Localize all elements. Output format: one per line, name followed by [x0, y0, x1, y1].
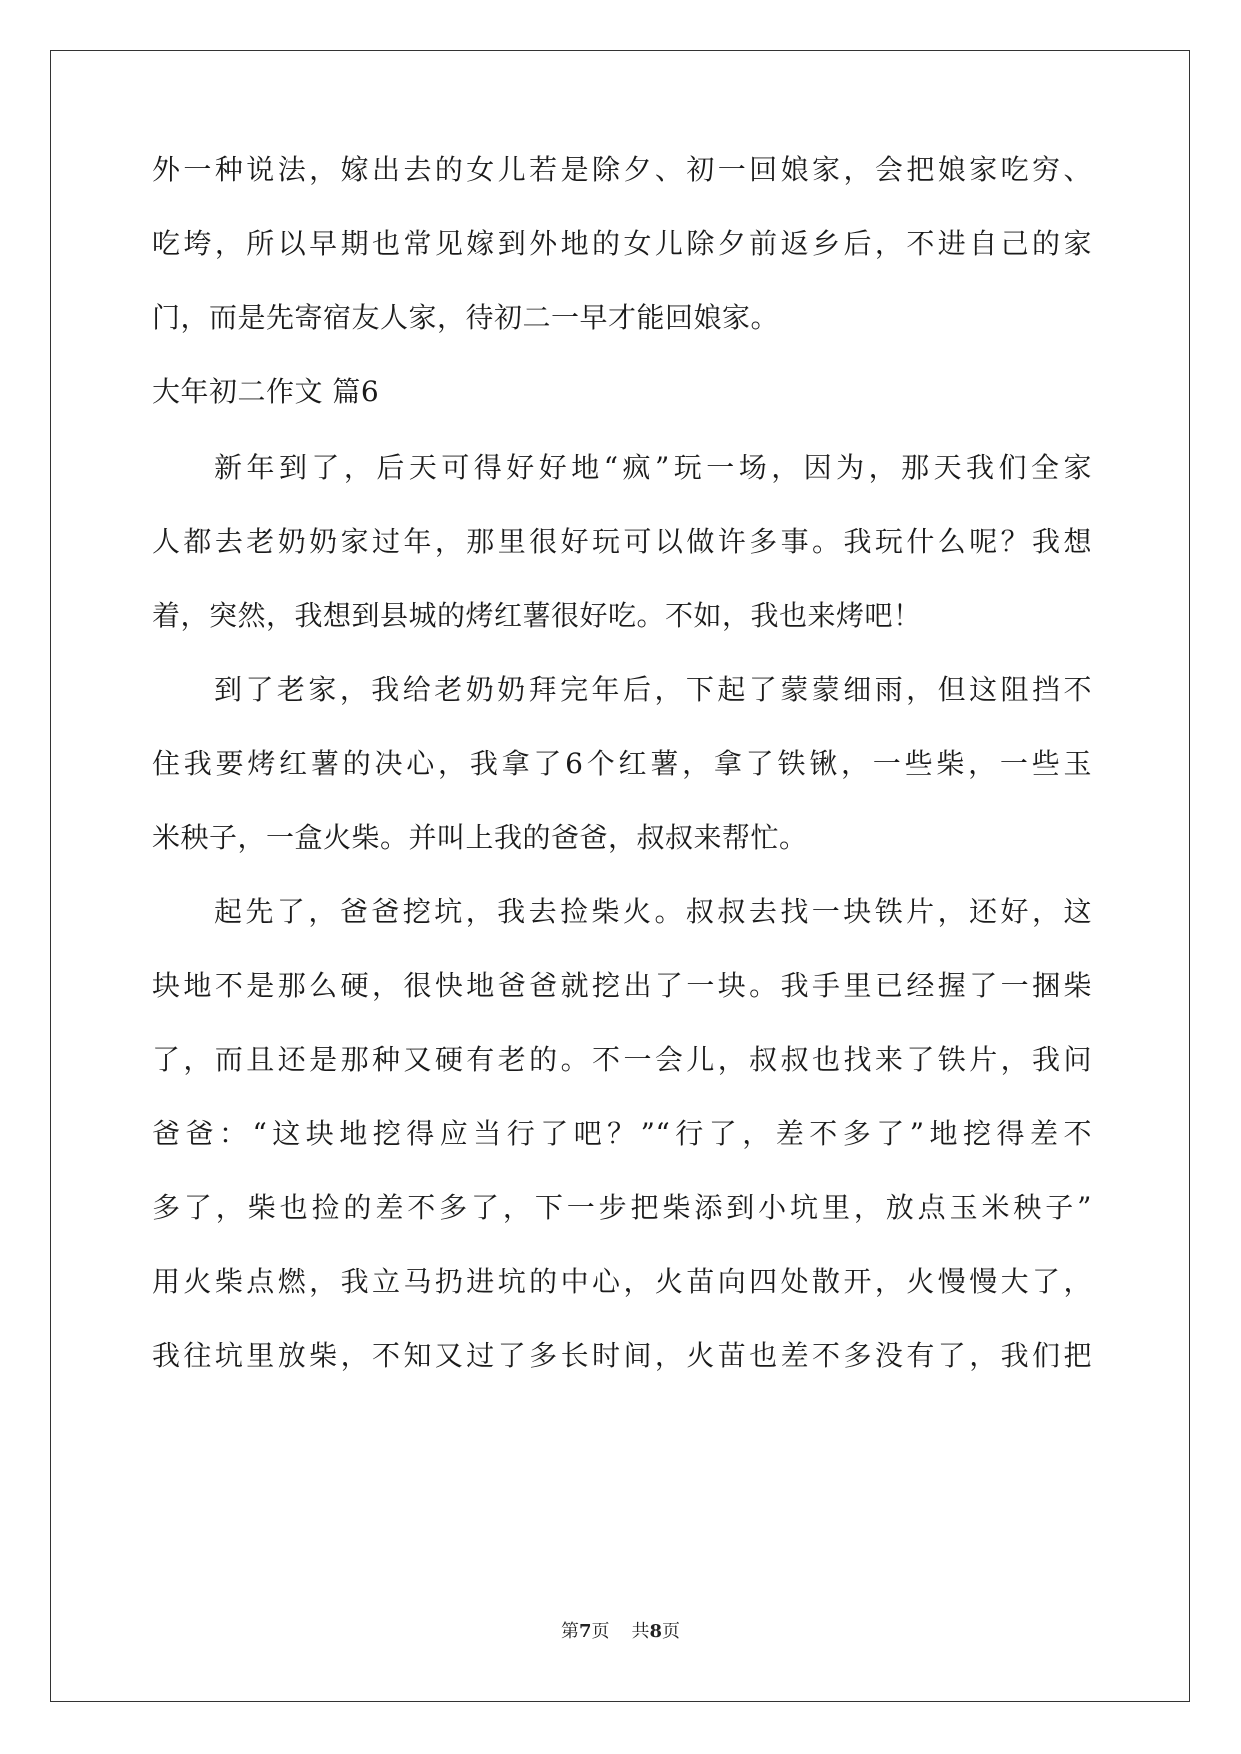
- text-line: 块地不是那么硬，很快地爸爸就挖出了一块。我手里已经握了一捆柴: [152, 969, 1092, 1002]
- text-line: 吃垮，所以早期也常见嫁到外地的女儿除夕前返乡后，不进自己的家: [152, 227, 1092, 260]
- text-line: 到了老家，我给老奶奶拜完年后，下起了蒙蒙细雨，但这阻挡不: [214, 673, 1092, 706]
- text-line: 外一种说法，嫁出去的女儿若是除夕、初一回娘家，会把娘家吃穷、: [152, 153, 1092, 186]
- text-line: 米秧子，一盒火柴。并叫上我的爸爸，叔叔来帮忙。: [152, 821, 808, 854]
- text-line: 爸爸：“这块地挖得应当行了吧？”“行了，差不多了”地挖得差不: [152, 1117, 1092, 1150]
- footer-total-suffix: 页: [662, 1621, 681, 1642]
- text-line: 多了，柴也捡的差不多了，下一步把柴添到小坑里，放点玉米秧子”: [152, 1191, 1092, 1224]
- page-footer: [0, 1620, 1241, 1644]
- footer-total-prefix: 共: [631, 1621, 650, 1642]
- text-line: 新年到了，后天可得好好地“疯”玩一场，因为，那天我们全家: [214, 451, 1092, 484]
- text-line: 着，突然，我想到县城的烤红薯很好吃。不如，我也来烤吧！: [152, 599, 922, 632]
- current-page-number: 7: [578, 1621, 592, 1642]
- text-line: 门，而是先寄宿友人家，待初二一早才能回娘家。: [152, 301, 780, 334]
- text-line: 我往坑里放柴，不知又过了多长时间，火苗也差不多没有了，我们把: [152, 1339, 1092, 1372]
- text-line: 人都去老奶奶家过年，那里很好玩可以做许多事。我玩什么呢？我想: [152, 525, 1092, 558]
- total-pages-number: 8: [649, 1621, 663, 1642]
- text-line: 起先了，爸爸挖坑，我去捡柴火。叔叔去找一块铁片，还好，这: [214, 895, 1092, 928]
- footer-page-word: 页: [591, 1621, 610, 1642]
- section-heading: 大年初二作文 篇6: [152, 375, 380, 408]
- footer-prefix: 第: [560, 1621, 579, 1642]
- text-line: 用火柴点燃，我立马扔进坑的中心，火苗向四处散开，火慢慢大了，: [152, 1265, 1092, 1298]
- text-line: 住我要烤红薯的决心，我拿了6个红薯，拿了铁锹，一些柴，一些玉: [152, 747, 1092, 780]
- text-line: 了，而且还是那种又硬有老的。不一会儿，叔叔也找来了铁片，我问: [152, 1043, 1092, 1076]
